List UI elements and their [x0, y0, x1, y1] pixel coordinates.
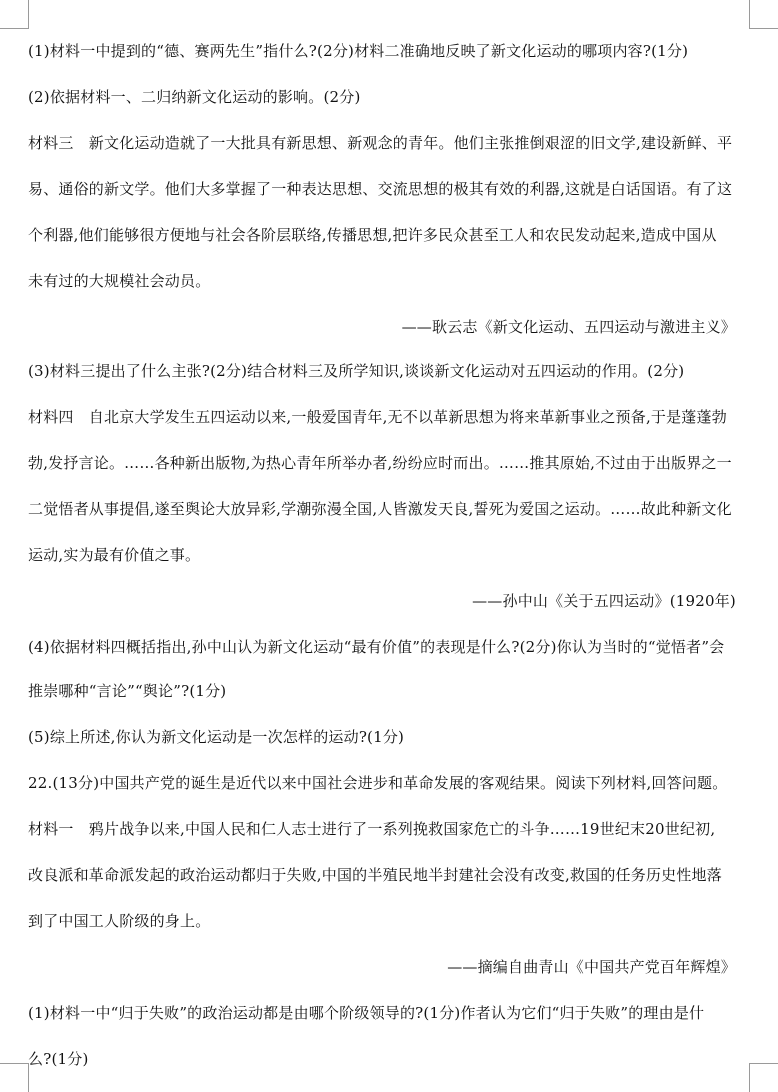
material-3-source: ——耿云志《新文化运动、五四运动与激进主义》 [401, 318, 736, 336]
q22-material-1-line: 到了中国工人阶级的身上。 [28, 912, 211, 930]
material-4-source: ——孙中山《关于五四运动》(1920年) [472, 592, 736, 610]
material-3-line: 个利器,他们能够很方便地与社会各阶层联络,传播思想,把许多民众甚至工人和农民发动起来,造成中国从 [28, 226, 717, 244]
crop-mark-bottom-left [0, 1063, 29, 1092]
question-1-2: (2)依据材料一、二归纳新文化运动的影响。(2分) [28, 88, 361, 106]
material-4-line: 勃,发抒言论。……各种新出版物,为热心青年所举办者,纷纷应时而出。……推其原始,不过由于出版界之一 [28, 454, 732, 472]
crop-mark-top-left [0, 0, 29, 29]
material-4-line: 材料四 自北京大学发生五四运动以来,一般爱国青年,无不以革新思想为将来革新事业之预备,于是蓬蓬勃 [28, 408, 727, 426]
question-22-stem: 22.(13分)中国共产党的诞生是近代以来中国社会进步和革命发展的客观结果。阅读下列材料,回答问题。 [28, 774, 728, 792]
q22-material-1-source: ——摘编自曲青山《中国共产党百年辉煌》 [447, 958, 736, 976]
material-4-line: 二觉悟者从事提倡,遂至舆论大放异彩,学潮弥漫全国,人皆激发天良,誓死为爱国之运动。……故此种新文化 [28, 500, 732, 518]
crop-mark-top-right [749, 0, 778, 29]
material-3-line: 易、通俗的新文学。他们大多掌握了一种表达思想、交流思想的极其有效的利器,这就是白话国语。有了这 [28, 180, 733, 198]
question-22-1: (1)材料一中“归于失败”的政治运动都是由哪个阶级领导的?(1分)作者认为它们“归于失败”的理由是什 [28, 1004, 705, 1022]
question-1-5: (5)综上所述,你认为新文化运动是一次怎样的运动?(1分) [28, 728, 405, 746]
question-1-3: (3)材料三提出了什么主张?(2分)结合材料三及所学知识,谈谈新文化运动对五四运动的作用。(2分) [28, 362, 685, 380]
crop-mark-bottom-right [749, 1063, 778, 1092]
material-3-line: 材料三 新文化运动造就了一大批具有新思想、新观念的青年。他们主张推倒艰涩的旧文学,建设新鲜、平 [28, 134, 733, 152]
question-1-1: (1)材料一中提到的“德、赛两先生”指什么?(2分)材料二准确地反映了新文化运动的哪项内容?(1分) [28, 42, 689, 60]
question-22-1-cont: 么?(1分) [28, 1050, 89, 1068]
material-3-line: 未有过的大规模社会动员。 [28, 272, 211, 290]
question-1-4: (4)依据材料四概括指出,孙中山认为新文化运动“最有价值”的表现是什么?(2分)你认为当时的“觉悟者”会 [28, 638, 725, 656]
q22-material-1-line: 改良派和革命派发起的政治运动都归于失败,中国的半殖民地半封建社会没有改变,救国的任务历史性地落 [28, 866, 722, 884]
material-4-line: 运动,实为最有价值之事。 [28, 546, 201, 564]
q22-material-1-line: 材料一 鸦片战争以来,中国人民和仁人志士进行了一系列挽救国家危亡的斗争……19世纪末20世纪初, [28, 820, 716, 838]
question-1-4-cont: 推崇哪种“言论”“舆论”?(1分) [28, 682, 227, 700]
